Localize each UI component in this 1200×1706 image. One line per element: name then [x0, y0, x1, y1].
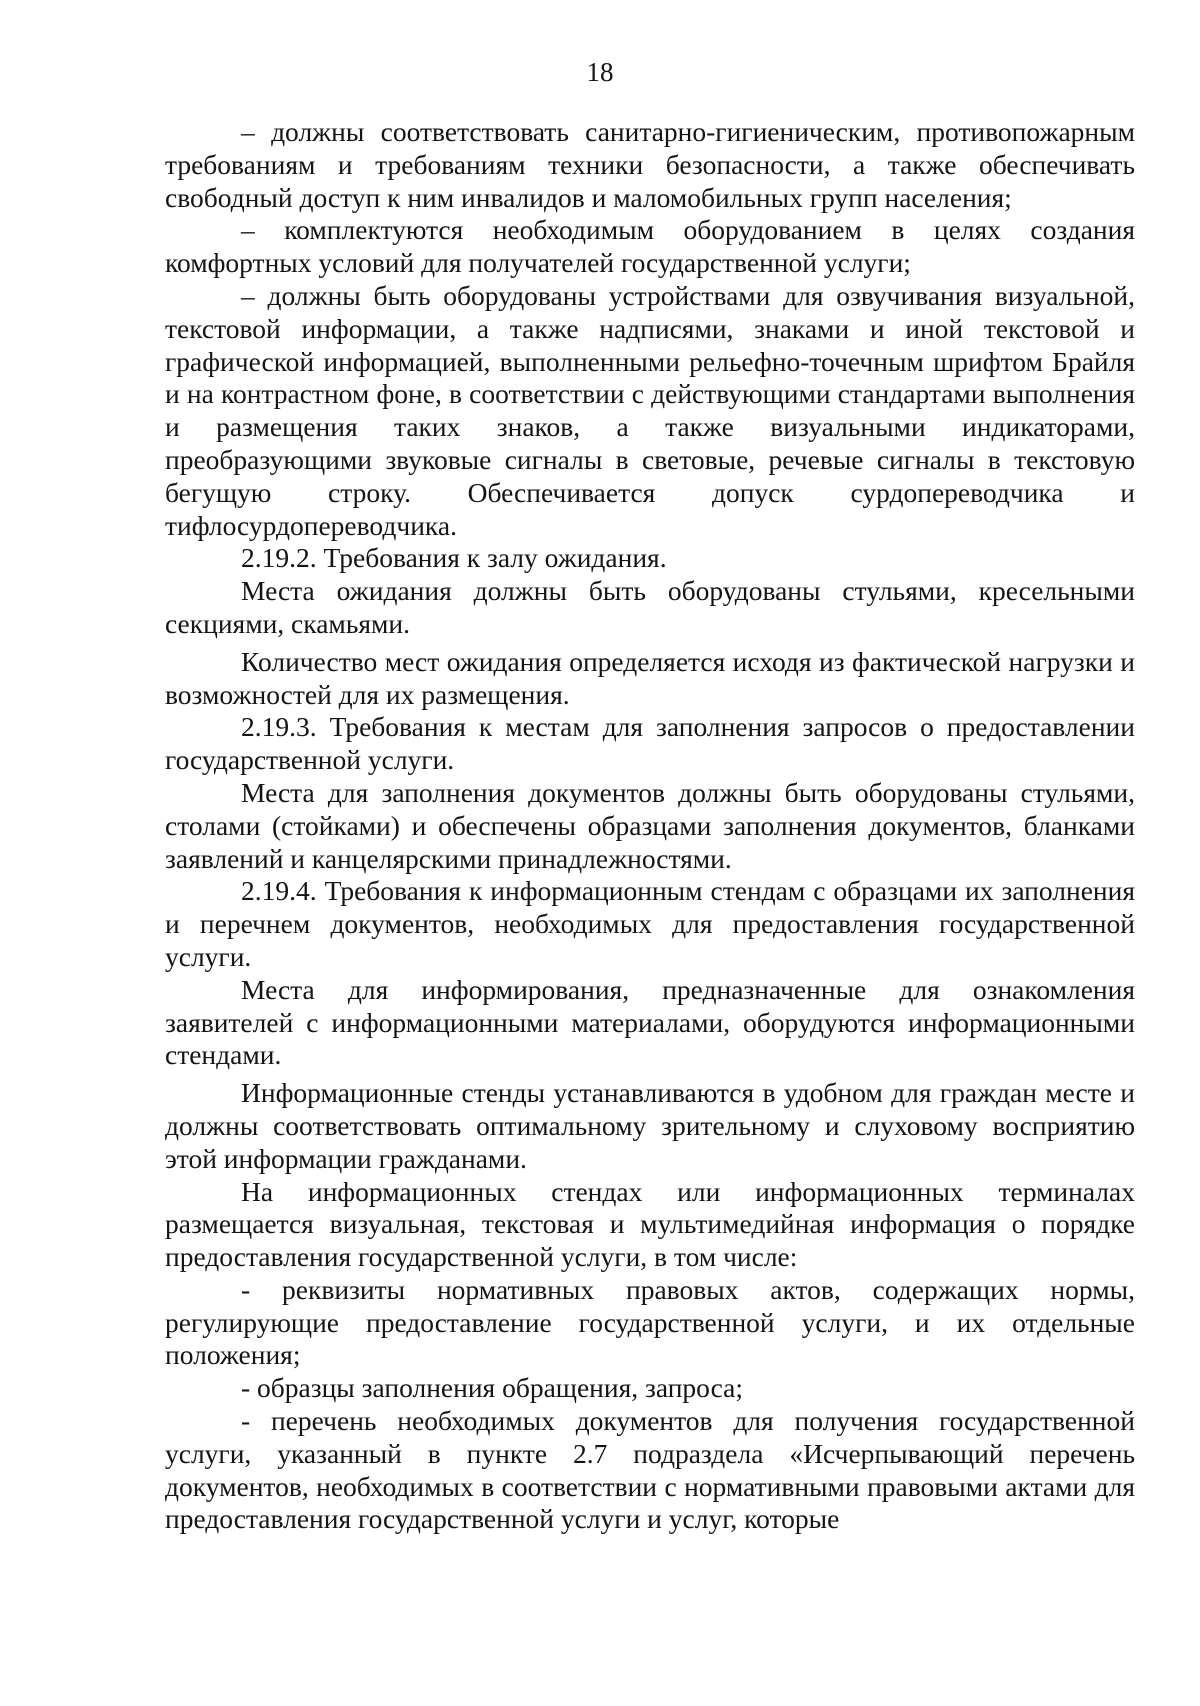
list-item-legal-acts: - реквизиты нормативных правовых актов, содержащих нормы, регулирующие предоставление государственной услуги, и их отдельные положения; — [165, 1273, 1135, 1371]
paragraph-information-stands: Информационные стенды устанавливаются в удобном для граждан месте и должны соответствовать оптимальному зрительному и слуховому восприятию этой информации гражданами. — [165, 1077, 1135, 1174]
section-heading-2-19-2: 2.19.2. Требования к залу ожидания. — [241, 542, 667, 574]
paragraph-information-places: Места для информирования, предназначенные для ознакомления заявителей с информационными материалами, оборудуются информационными стендами. — [165, 973, 1135, 1071]
page-number: 18 — [586, 57, 614, 87]
paragraph-filling-places: Места для заполнения документов должны быть оборудованы стульями, столами (стойками) и обеспечены образцами заполнения документов, бланками заявлений и канцелярскими принадлежностями. — [165, 776, 1135, 874]
section-heading-2-19-3: 2.19.3. Требования к местам для заполнения запросов о предоставлении государственной услуги. — [165, 711, 1135, 776]
paragraph-waiting-count: Количество мест ожидания определяется исходя из фактической нагрузки и возможностей для их размещения. — [165, 645, 1135, 710]
document-body — [165, 116, 1135, 1536]
paragraph-stands-content: На информационных стендах или информационных терминалах размещается визуальная, текстовая и мультимедийная информация о порядке предоставления государственной услуги, в том числе: — [165, 1175, 1135, 1273]
list-item-samples: - образцы заполнения обращения, запроса; — [241, 1372, 743, 1404]
list-item-documents-list: - перечень необходимых документов для получения государственной услуги, указанный в пункте 2.7 подраздела «Исчерпывающий перечень документов, необходимых в соответствии с нормативными правовыми актами для предоставления государственной услуги и услуг, которые — [165, 1405, 1135, 1535]
paragraph-accessibility-devices: – должны быть оборудованы устройствами для озвучивания визуальной, текстовой информации, а также надписями, знаками и иной текстовой и графической информацией, выполненными рельефно-точечным шрифтом Брайля и на контрастном фоне, в соответствии с действующими стандартами выполнения и размещения таких знаков, а также визуальными индикаторами, преобразующими звуковые сигналы в световые, речевые сигналы в текстовую бегущую строку. Обеспечивается допуск сурдопереводчика и тифлосурдопереводчика. — [165, 279, 1135, 541]
paragraph-equipment: – комплектуются необходимым оборудованием в целях создания комфортных условий для получателей государственной услуги; — [165, 214, 1135, 279]
paragraph-waiting-seats: Места ожидания должны быть оборудованы стульями, кресельными секциями, скамьями. — [165, 575, 1135, 639]
section-heading-2-19-4: 2.19.4. Требования к информационным стендам с образцами их заполнения и перечнем документов, необходимых для предоставления государственной услуги. — [165, 875, 1135, 972]
paragraph-sanitary-requirements: – должны соответствовать санитарно-гигиеническим, противопожарным требованиям и требованиям техники безопасности, а также обеспечивать свободный доступ к ним инвалидов и маломобильных групп населения; — [165, 116, 1135, 213]
